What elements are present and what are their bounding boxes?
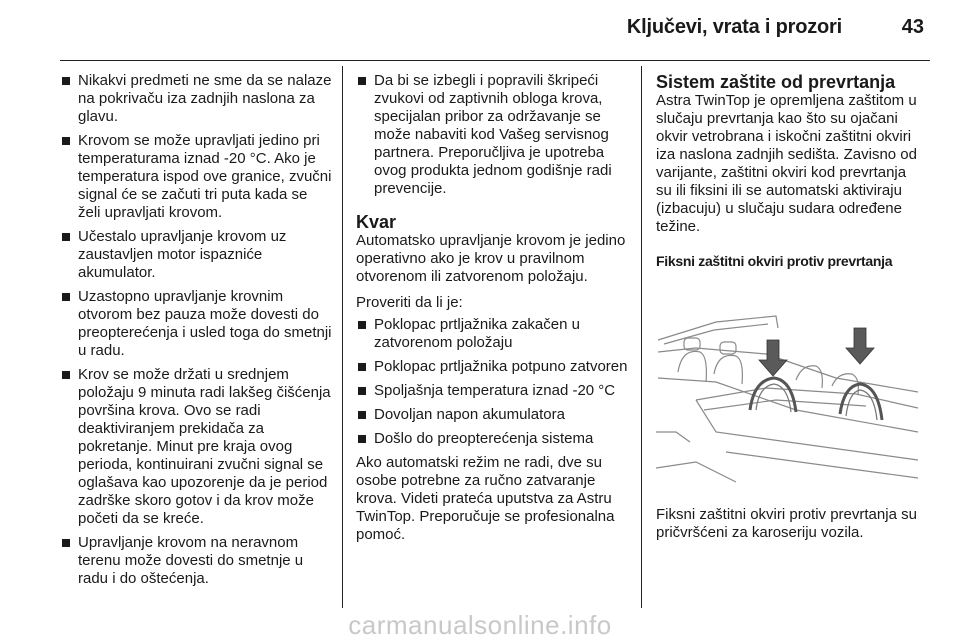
- list-item: Uzastopno upravljanje krovnim otvorom bez pauza može dovesti do preopterećenja i usled toga do smetnji u radu.: [60, 288, 332, 360]
- list-item: Spoljašnja temperatura iznad -20 °C: [356, 382, 628, 400]
- figure-caption: Fiksni zaštitni okviri protiv prevrtanja su pričvršćeni za karoseriju vozila.: [656, 506, 917, 541]
- bullet-list: [60, 72, 332, 588]
- section-heading: Kvar: [356, 212, 397, 232]
- list-item: Da bi se izbegli i popravili škripeći zvukovi od zaptivnih obloga krova, specijalan pribor za održavanje se može nabaviti kod Vašeg servisnog partnera. Preporučljiva je upotreba ovog produkta jednom godišnje radi prevencije.: [356, 72, 628, 198]
- list-item: Poklopac prtljažnika potpuno zatvoren: [356, 358, 628, 376]
- section-heading: Sistem zaštite od prevrtanja: [656, 72, 896, 92]
- column-middle: [356, 72, 628, 552]
- paragraph: Astra TwinTop je opremljena zaštitom u slučaju prevrtanja kao što su ojačani okvir vetrobrana i iskočni zaštitni okviri iza naslona zadnjih sedišta. Zavisno od varijante, zaštitni okviri kod prevrtanja su ili fiksini ili se automatski aktiviraju (izbacuju) u slučaju sudara određene težine.: [656, 92, 917, 235]
- rollover-bars-illustration: [656, 282, 918, 492]
- column-left: [60, 72, 332, 594]
- list-item: Upravljanje krovom na neravnom terenu može dovesti do smetnje u radu i do oštećenja.: [60, 534, 332, 588]
- paragraph: Ako automatski režim ne radi, dve su osobe potrebne za ručno zatvaranje krova. Videti prateća uputstva za Astru TwinTop. Preporučuje se profesionalna pomoć.: [356, 454, 615, 543]
- watermark: carmanualsonline.info: [348, 610, 612, 640]
- page-number: 43: [901, 16, 924, 38]
- paragraph: Proveriti da li je:: [356, 294, 463, 311]
- paragraph: Automatsko upravljanje krovom je jedino operativno ako je krov u pravilnom otvorenom ili zatvorenom položaju.: [356, 232, 626, 285]
- list-item: Poklopac prtljažnika zakačen u zatvorenom položaju: [356, 316, 628, 352]
- list-item: Nikakvi predmeti ne sme da se nalaze na pokrivaču iza zadnjih naslona za glavu.: [60, 72, 332, 126]
- column-right: [656, 72, 924, 550]
- page-title: Ključevi, vrata i prozori: [626, 16, 842, 38]
- car-rollover-bars-icon: [656, 282, 918, 492]
- bullet-list: [356, 72, 628, 198]
- bullet-list: [356, 316, 628, 448]
- list-item: Učestalo upravljanje krovom uz zaustavljen motor ispazniće akumulator.: [60, 228, 332, 282]
- column-divider: [641, 66, 642, 608]
- list-item: Krov se može držati u srednjem položaju 9 minuta radi lakšeg čišćenja površina krova. Ovo se radi deaktiviranjem prekidača za pokretanje. Minut pre kraja ovog perioda, kontinuirani zvučni signal se oglašava kao upozorenje da je period zadrške skoro gotov i da krov može početi da se kreće.: [60, 366, 332, 528]
- list-item: Krovom se može upravljati jedino pri temperaturama iznad -20 °C. Ako je temperatura ispod ove granice, zvučni signal će se začuti tri puta kada se želi upravljati krovom.: [60, 132, 332, 222]
- column-divider: [342, 66, 343, 608]
- list-item: Dovoljan napon akumulatora: [356, 406, 628, 424]
- list-item: Došlo do preopterećenja sistema: [356, 430, 628, 448]
- subsection-heading: Fiksni zaštitni okviri protiv prevrtanja: [656, 253, 893, 269]
- page-header: [60, 0, 930, 61]
